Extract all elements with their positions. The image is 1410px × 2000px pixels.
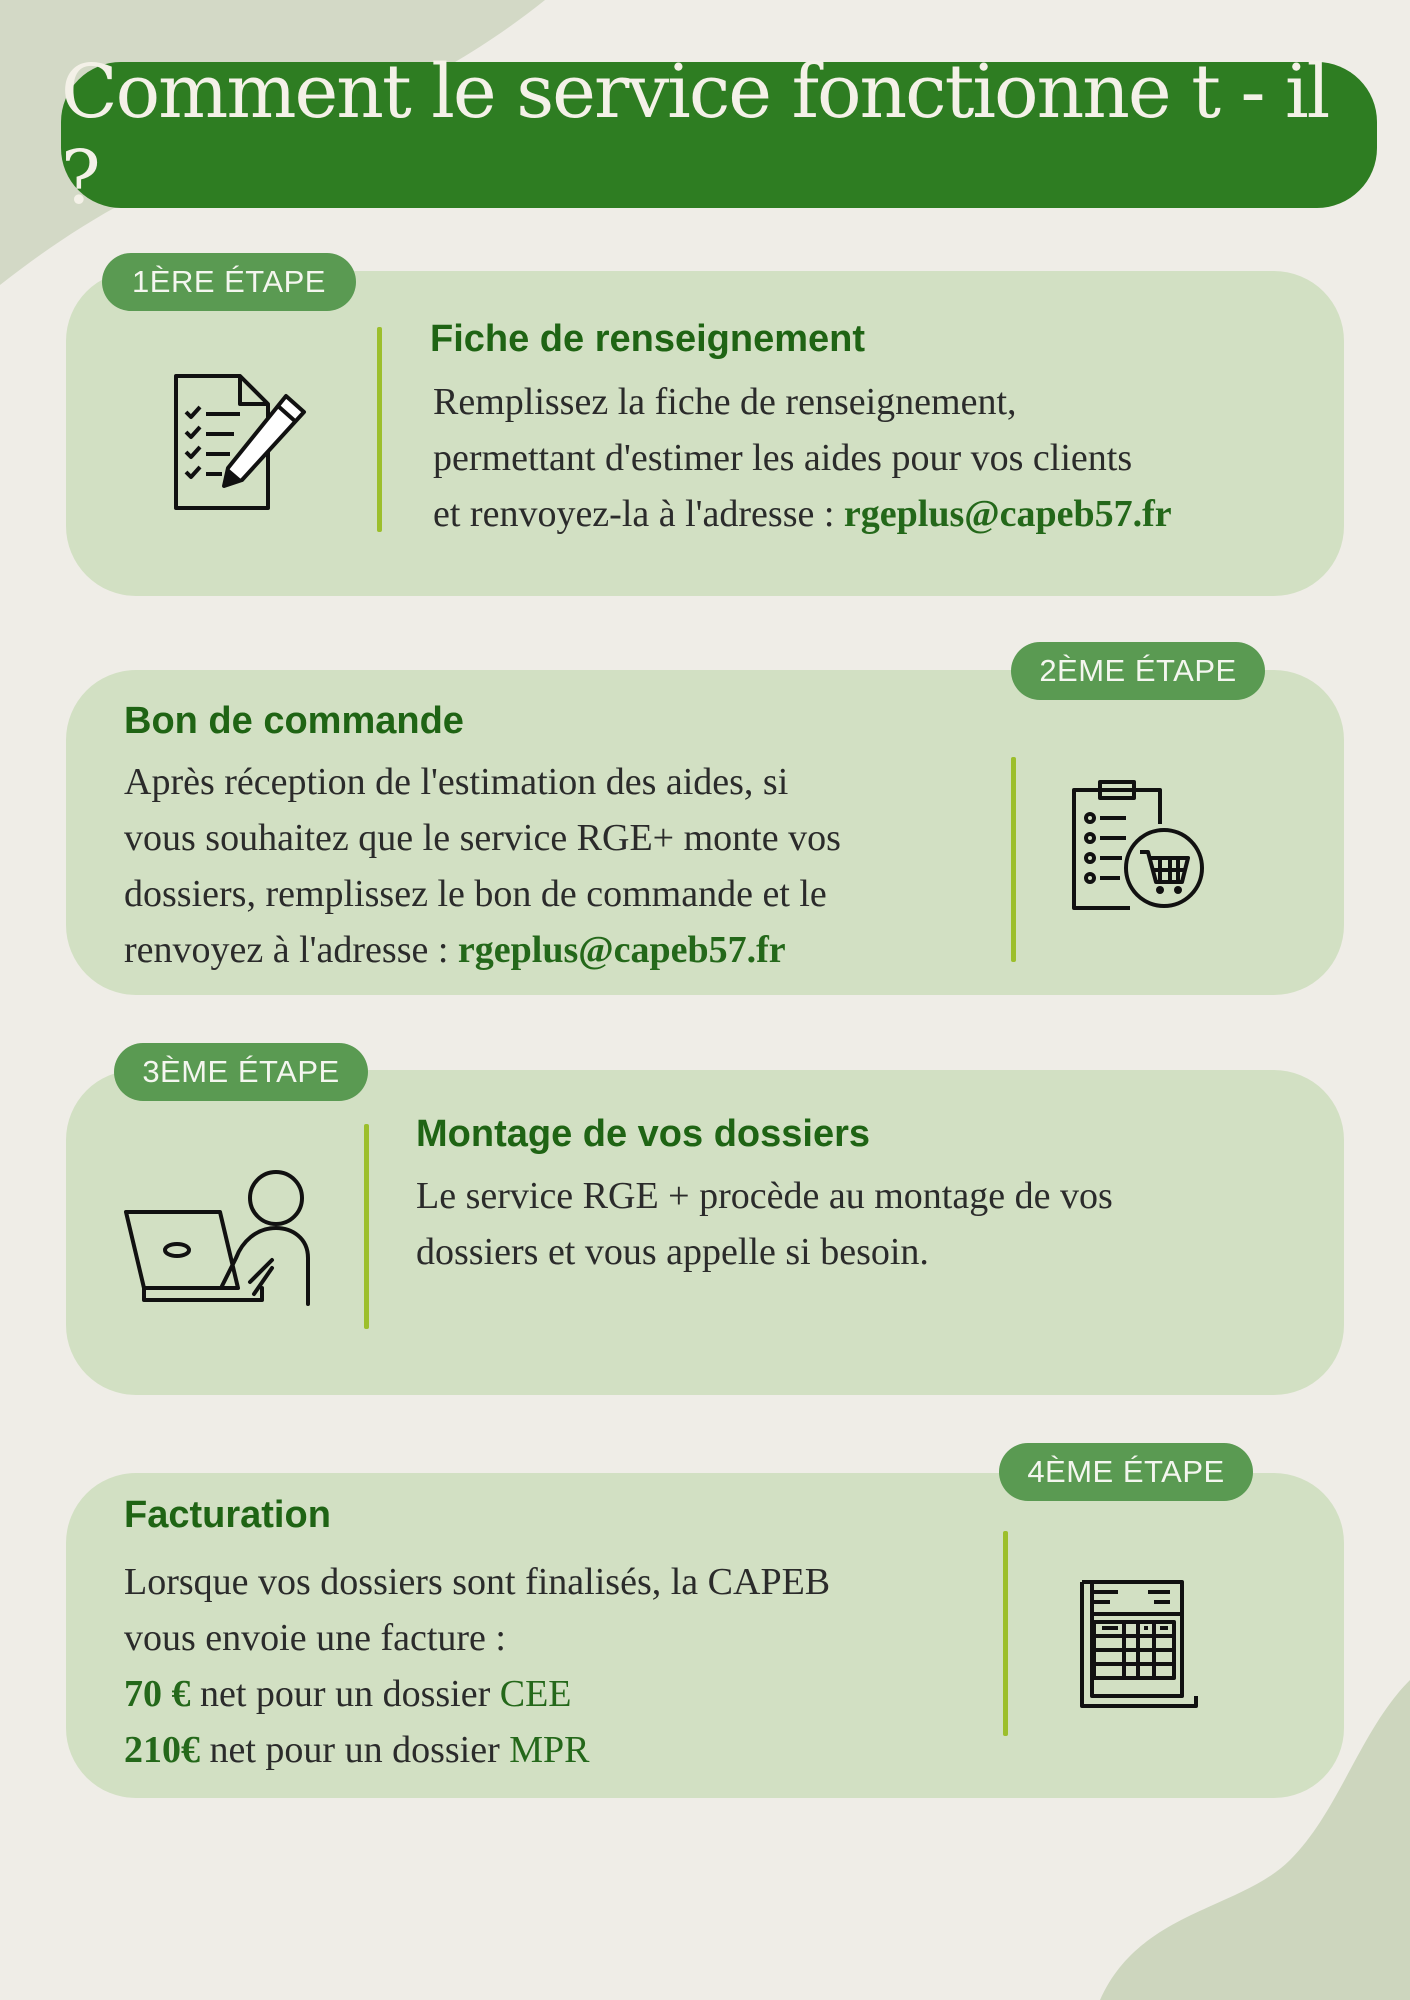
checklist-pen-icon: [170, 372, 310, 512]
step-1-email[interactable]: rgeplus@capeb57.fr: [843, 493, 1172, 535]
price-cee-amount: 70 €: [124, 1673, 191, 1715]
price-mpr-text: net pour un dossier: [200, 1729, 510, 1771]
person-laptop-icon: [122, 1170, 312, 1310]
step-1-line-1: Remplissez la fiche de renseignement,: [433, 381, 1017, 423]
invoice-icon: [1078, 1578, 1198, 1712]
step-2-line-3: dossiers, remplissez le bon de commande et le: [124, 873, 827, 915]
step-4-heading: Facturation: [124, 1494, 331, 1536]
price-mpr-amount: 210€: [124, 1729, 200, 1771]
step-2-line-4: renvoyez à l'adresse :: [124, 929, 458, 971]
step-4-line-2: vous envoie une facture :: [124, 1617, 506, 1659]
step-2-line-2: vous souhaitez que le service RGE+ monte vos: [124, 817, 841, 859]
step-2-heading: Bon de commande: [124, 700, 464, 742]
step-3-divider: [364, 1124, 369, 1329]
page-title: Comment le service fonctionne t - il ?: [61, 49, 1329, 221]
step-3-text: [416, 1168, 1113, 1280]
step-2-line-1: Après réception de l'estimation des aides, si: [124, 761, 789, 803]
step-4-line-1: Lorsque vos dossiers sont finalisés, la CAPEB: [124, 1561, 831, 1603]
price-cee-text: net pour un dossier: [190, 1673, 500, 1715]
price-line-mpr: [124, 1722, 830, 1778]
title-banner: [61, 49, 1377, 221]
step-3-badge: 3ÈME ÉTAPE: [114, 1043, 368, 1101]
step-4-text: [124, 1554, 830, 1778]
step-1-text: [433, 374, 1172, 542]
step-1-line-3: et renvoyez-la à l'adresse :: [433, 493, 844, 535]
step-3-line-1: Le service RGE + procède au montage de vos: [416, 1175, 1113, 1217]
step-4-divider: [1003, 1531, 1008, 1736]
step-2-text: [124, 754, 841, 978]
step-4-badge: 4ÈME ÉTAPE: [999, 1443, 1253, 1501]
clipboard-cart-icon: [1070, 778, 1210, 914]
step-2-email[interactable]: rgeplus@capeb57.fr: [457, 929, 786, 971]
step-1-divider: [377, 327, 382, 532]
price-line-cee: [124, 1666, 830, 1722]
step-1-badge: 1ÈRE ÉTAPE: [102, 253, 356, 311]
step-3-line-2: dossiers et vous appelle si besoin.: [416, 1231, 929, 1273]
step-2-badge: 2ÈME ÉTAPE: [1011, 642, 1265, 700]
step-3-heading: Montage de vos dossiers: [416, 1113, 871, 1155]
step-2-divider: [1011, 757, 1016, 962]
step-1-line-2: permettant d'estimer les aides pour vos clients: [433, 437, 1133, 479]
price-cee-type: CEE: [499, 1673, 572, 1715]
price-mpr-type: MPR: [509, 1729, 590, 1771]
step-1-heading: Fiche de renseignement: [430, 318, 866, 360]
